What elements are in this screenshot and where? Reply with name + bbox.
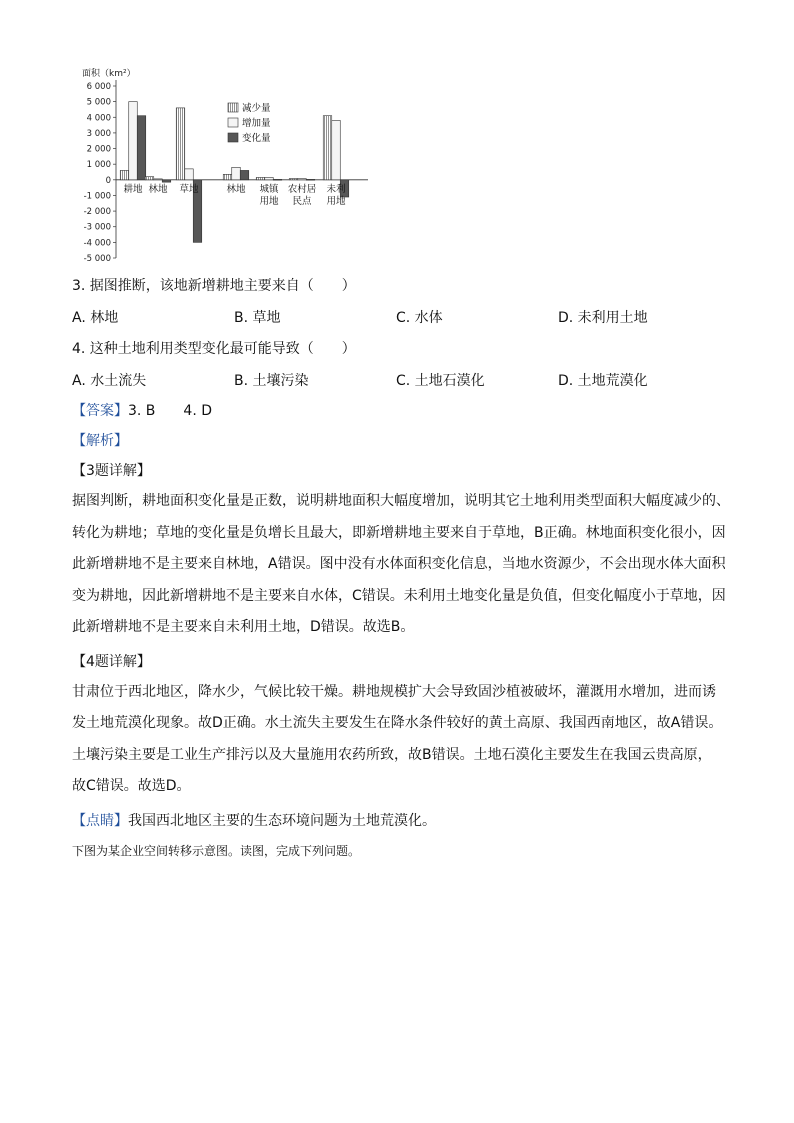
bar-decrease xyxy=(145,177,154,180)
y-tick-label: 0 xyxy=(105,175,111,186)
detail-4-line: 土壤污染主要是工业生产排污以及大量施用农药所致，故B错误。土地石漠化主要发生在我国云贵高原， xyxy=(72,746,712,763)
bar-increase xyxy=(298,179,307,180)
question-content xyxy=(72,274,732,863)
dianjing-text: 我国西北地区主要的生态环境问题为土地荒漠化。 xyxy=(128,812,436,829)
detail-3-line: 此新增耕地不是主要来自未利用土地，D错误。故选B。 xyxy=(72,619,415,635)
y-tick-label: 6 000 xyxy=(86,82,111,92)
detail-3-line: 变为耕地，因此新增耕地不是主要来自水体，C错误。未利用土地变化量是负值，但变化幅度小于草地，因 xyxy=(72,587,726,604)
detail-4-line: 发土地荒漠化现象。故D正确。水土流失主要发生在降水条件较好的黄土高原、我国西南地区，故A错误。 xyxy=(72,715,723,731)
y-tick-label: 2 000 xyxy=(86,144,111,155)
x-category-label: 未利 xyxy=(326,183,346,195)
next-question-intro: 下图为某企业空间转移示意图。读图，完成下列问题。 xyxy=(72,843,361,858)
y-tick-label: 1 000 xyxy=(86,160,111,171)
bar-decrease xyxy=(120,170,129,179)
y-tick-label: -3 000 xyxy=(83,222,111,233)
y-tick-label: -2 000 xyxy=(83,207,111,218)
x-category-label: 用地 xyxy=(326,195,346,207)
y-tick-label: 3 000 xyxy=(86,128,111,139)
question-3-stem: 3. 据图推断，该地新增耕地主要来自（ ） xyxy=(72,278,356,294)
dianjing-line xyxy=(72,809,732,833)
legend-label: 增加量 xyxy=(242,118,271,129)
question-4-option-b: B. 土壤污染 xyxy=(234,373,309,389)
answer-text: 3. B 4. D xyxy=(128,403,212,419)
bar-change xyxy=(240,170,249,179)
question-4-options xyxy=(72,369,732,393)
detail-4-heading: 【4题详解】 xyxy=(72,653,151,670)
y-tick-label: -4 000 xyxy=(83,238,111,249)
bar-decrease xyxy=(323,116,332,180)
legend-label: 变化量 xyxy=(242,133,271,144)
answer-line xyxy=(72,399,732,423)
legend-swatch xyxy=(228,133,238,142)
detail-3-line: 据图判断，耕地面积变化量是正数，说明耕地面积大幅度增加，说明其它土地利用类型面积大幅度减少的、 xyxy=(72,493,730,509)
x-category-label: 用地 xyxy=(259,195,279,207)
question-4-option-d: D. 土地荒漠化 xyxy=(558,373,648,389)
x-category-label: 林地 xyxy=(226,183,246,195)
y-tick-label: -1 000 xyxy=(83,191,111,202)
bar-increase xyxy=(185,169,194,180)
y-tick-label: -5 000 xyxy=(83,254,111,264)
x-category-label: 草地 xyxy=(179,183,199,195)
detail-3-line: 此新增耕地不是主要来自林地，A错误。图中没有水体面积变化信息，当地水资源少，不会出现水体大面积 xyxy=(72,556,726,572)
x-category-label: 耕地 xyxy=(123,183,143,195)
bar-increase xyxy=(265,177,274,179)
bar-decrease xyxy=(223,174,232,179)
bar-change xyxy=(162,180,171,182)
question-4-stem: 4. 这种土地利用类型变化最可能导致（ ） xyxy=(72,341,356,357)
bar-decrease xyxy=(289,179,298,180)
question-3-option-a: A. 林地 xyxy=(72,310,119,326)
question-3-option-d: D. 未利用土地 xyxy=(558,310,648,326)
bar-increase xyxy=(129,102,138,180)
detail-4-body xyxy=(72,677,732,803)
detail-3-body xyxy=(72,486,732,644)
bar-increase xyxy=(154,179,163,180)
x-category-label: 城镇 xyxy=(259,183,279,195)
bar-decrease xyxy=(256,177,265,179)
question-3-option-c: C. 水体 xyxy=(396,310,443,326)
dianjing-label: 【点睛】 xyxy=(72,812,128,829)
detail-4-line: 甘肃位于西北地区，降水少，气候比较干燥。耕地规模扩大会导致固沙植被破坏，灌溉用水增加，进而诱 xyxy=(72,683,716,700)
bar-increase xyxy=(232,167,241,180)
x-category-label: 民点 xyxy=(292,195,312,207)
x-category-label: 林地 xyxy=(148,183,168,195)
land-use-bar-chart xyxy=(78,62,378,267)
detail-4-line: 故C错误。故选D。 xyxy=(72,778,191,794)
bar-increase xyxy=(332,120,341,179)
analysis-label: 【解析】 xyxy=(72,433,128,449)
bar-decrease xyxy=(176,108,185,180)
legend-label: 减少量 xyxy=(242,103,271,114)
y-axis-label: 面积（km²） xyxy=(82,69,136,79)
answer-label: 【答案】 xyxy=(72,403,128,419)
question-3-options xyxy=(72,306,732,330)
legend-swatch xyxy=(228,103,238,112)
bar-change xyxy=(137,116,146,180)
question-4-option-c: C. 土地石漠化 xyxy=(396,373,485,389)
x-category-label: 农村居 xyxy=(287,183,317,195)
bar-change xyxy=(306,179,315,180)
question-3-option-b: B. 草地 xyxy=(234,310,281,326)
y-tick-label: 5 000 xyxy=(86,97,111,108)
question-4-option-a: A. 水土流失 xyxy=(72,373,147,389)
chart-canvas xyxy=(78,62,378,267)
detail-3-heading: 【3题详解】 xyxy=(72,463,151,479)
detail-3-line: 转化为耕地；草地的变化量是负增长且最大，即新增耕地主要来自于草地，B正确。林地面积变化很小，因 xyxy=(72,524,726,541)
bar-change xyxy=(273,179,282,180)
legend-swatch xyxy=(228,118,238,127)
y-tick-label: 4 000 xyxy=(86,113,111,124)
